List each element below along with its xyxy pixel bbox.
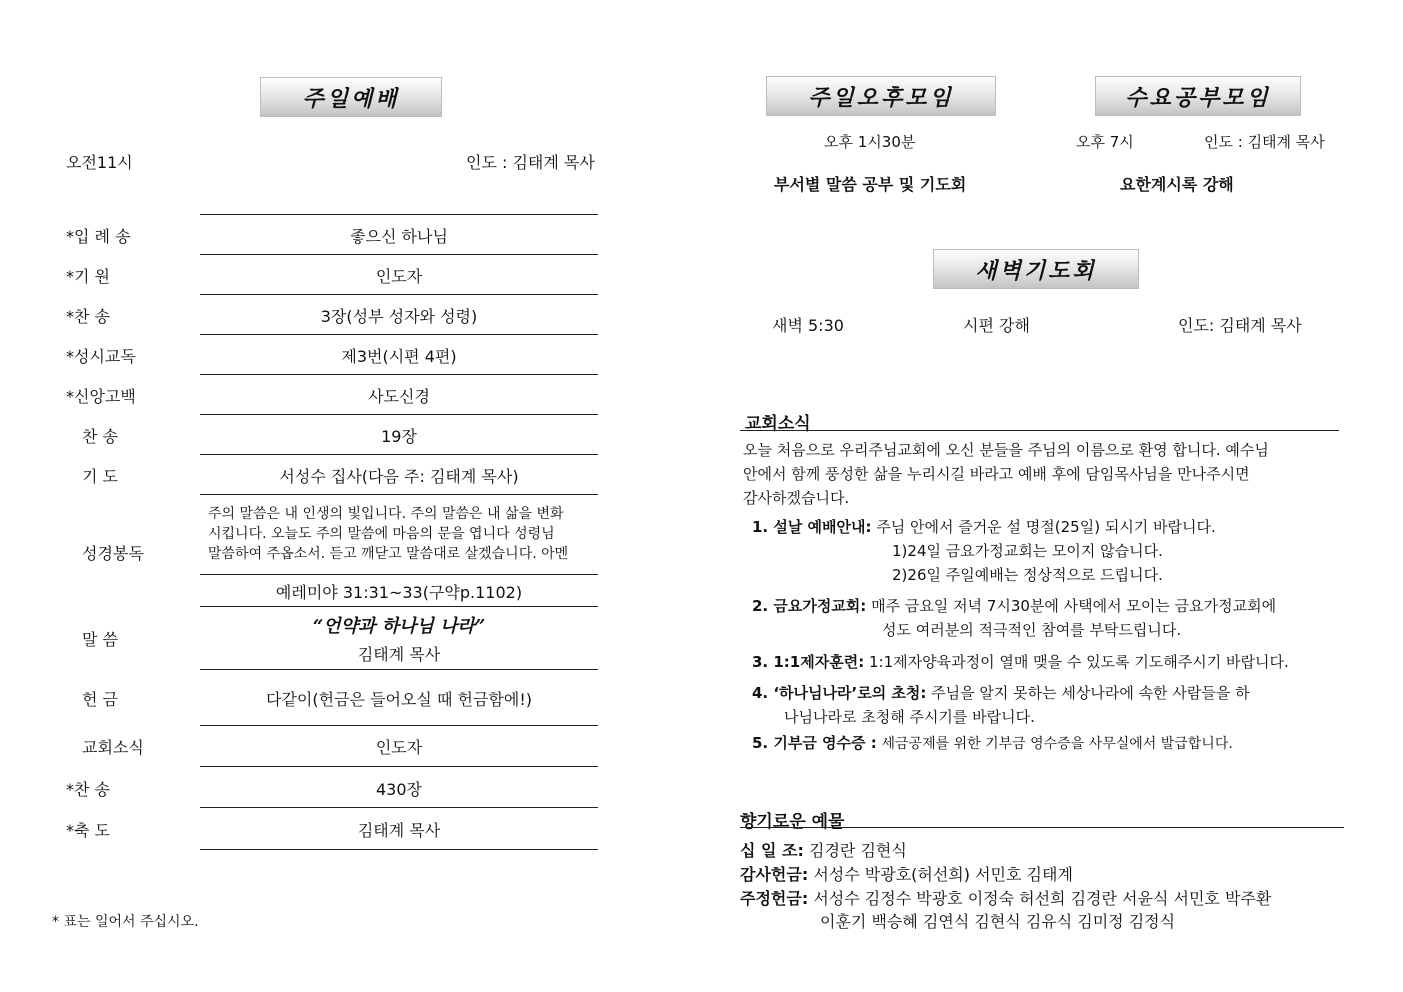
- wednesday-desc: 요한계시록 강해: [1120, 175, 1234, 194]
- row-label: *성시교독: [66, 347, 136, 366]
- news-title: 교회소식: [745, 414, 811, 434]
- row-value: 3장(성부 성자와 성령): [320, 307, 478, 326]
- weekly-row-2: 이훈기 백승혜 김연식 김현식 김유식 김미정 김정식: [820, 912, 1176, 931]
- news-item-head: 3. 1:1제자훈련:: [752, 653, 865, 671]
- news-item-head: 1. 설날 예배안내:: [752, 518, 872, 536]
- worship-time: 오전11시: [66, 153, 133, 172]
- thanks-names: 서성수 박광호(허선희) 서민호 김태계: [813, 865, 1073, 884]
- weekly-names: 서성수 김정수 박광호 이정숙 허선희 김경란 서윤식 서민호 박주환: [813, 889, 1272, 908]
- row-value: 김태계 목사: [357, 821, 441, 840]
- row-value: 제3번(시편 4편): [341, 347, 457, 366]
- offerings-title: 향기로운 예물: [740, 812, 845, 832]
- row-label: *신앙고백: [66, 387, 136, 406]
- thanks-row: [740, 862, 1073, 885]
- dawn-prayer-banner: 새벽기도회: [933, 249, 1139, 289]
- row-label: *입 례 송: [66, 227, 131, 246]
- news-item-5: 5. 기부금 영수증 : 세금공제를 위한 기부금 영수증을 사무실에서 발급합니다.: [752, 734, 1233, 752]
- news-item-head: 5. 기부금 영수증 :: [752, 734, 877, 752]
- weekly-row: [740, 886, 1271, 909]
- row-label: 말 씀: [82, 630, 118, 649]
- row-label: 찬 송: [82, 427, 118, 446]
- thanks-label: 감사헌금:: [740, 865, 809, 884]
- row-value: 사도신경: [368, 387, 430, 406]
- news-intro: 오늘 처음으로 우리주님교회에 오신 분들을 주님의 이름으로 환영 합니다. 예수님 안에서 함께 풍성한 삶을 누리시길 바라고 예배 후에 담임목사님을 만나주시면 감사하겠습니다.: [743, 441, 1269, 507]
- row-value: 430장: [376, 780, 422, 799]
- row-label: *기 원: [66, 267, 110, 286]
- news-item-2: 2. 금요가정교회: 매주 금요일 저녁 7시30분에 사택에서 모이는 금요가정교회에: [752, 597, 1277, 615]
- row-value: 인도자: [375, 738, 423, 757]
- news-item-1-line: 2)26일 주일예배는 정상적으로 드립니다.: [892, 566, 1163, 584]
- row-value: 서성수 집사(다음 주: 김태계 목사): [279, 467, 519, 486]
- sunday-afternoon-banner: 주일오후모임: [766, 76, 996, 116]
- row-label: *찬 송: [66, 307, 110, 326]
- news-item-4: 4. ‘하나님나라’로의 초청: 주님을 알지 못하는 세상나라에 속한 사람들을 하: [752, 684, 1250, 702]
- news-item-4-line: 나님나라로 초청해 주시기를 바랍니다.: [784, 708, 1035, 726]
- row-label: *찬 송: [66, 780, 110, 799]
- row-value: 인도자: [375, 267, 423, 286]
- offerings-rule: [740, 827, 1344, 828]
- sermon-title: “언약과 하나님 나라”: [312, 616, 486, 637]
- news-item-1: 1. 설날 예배안내: 주님 안에서 즐거운 설 명절(25일) 되시기 바랍니다.: [752, 518, 1216, 536]
- row-label: 헌 금: [82, 690, 118, 709]
- footnote: * 표는 일어서 주십시오.: [52, 914, 199, 930]
- dawn-desc: 시편 강해: [963, 316, 1030, 335]
- news-item-head: 2. 금요가정교회:: [752, 597, 867, 615]
- wednesday-time: 오후 7시: [1076, 133, 1134, 151]
- news-rule: [740, 430, 1339, 431]
- row-value: 19장: [381, 427, 417, 446]
- scripture-prayer: 주의 말씀은 내 인생의 빛입니다. 주의 말씀은 내 삶을 변화 시킵니다. 오늘도 주의 말씀에 마음의 문을 엽니다 성령님 말씀하여 주옵소서. 듣고 깨닫고 말씀대로 살겠습니다. 아멘: [208, 506, 569, 562]
- afternoon-time: 오후 1시30분: [824, 133, 916, 151]
- row-label: 성경봉독: [82, 544, 144, 563]
- news-item-1-line: 1)24일 금요가정교회는 모이지 않습니다.: [892, 542, 1163, 560]
- row-label: 교회소식: [82, 738, 144, 757]
- tithe-label: 십 일 조:: [740, 841, 804, 860]
- row-label: 기 도: [82, 467, 118, 486]
- weekly-label: 주정헌금:: [740, 889, 809, 908]
- news-item-3: 3. 1:1제자훈련: 1:1제자양육과정이 열매 맺을 수 있도록 기도해주시기 바랍니다.: [752, 653, 1289, 671]
- afternoon-desc: 부서별 말씀 공부 및 기도회: [774, 175, 967, 194]
- row-value: 다같이(헌금은 들어오실 때 헌금함에!): [266, 690, 532, 709]
- tithe-row: [740, 838, 907, 861]
- wednesday-study-banner: 수요공부모임: [1095, 76, 1301, 116]
- row-value: 김태계 목사: [357, 645, 441, 664]
- row-label: *축 도: [66, 821, 110, 840]
- scripture-reference: 예레미야 31:31~33(구약p.1102): [275, 583, 523, 602]
- news-item-head: 4. ‘하나님나라’로의 초청:: [752, 684, 927, 702]
- tithe-names: 김경란 김현식: [809, 841, 907, 860]
- wednesday-leader: 인도 : 김태계 목사: [1204, 133, 1325, 151]
- news-item-2-line: 성도 여러분의 적극적인 참여를 부탁드립니다.: [882, 621, 1182, 639]
- dawn-leader: 인도: 김태계 목사: [1178, 316, 1302, 335]
- worship-leader: 인도 : 김태계 목사: [466, 153, 595, 172]
- dawn-time: 새벽 5:30: [772, 316, 844, 335]
- sunday-worship-banner: 주일예배: [260, 77, 442, 117]
- row-value: 좋으신 하나님: [350, 227, 448, 246]
